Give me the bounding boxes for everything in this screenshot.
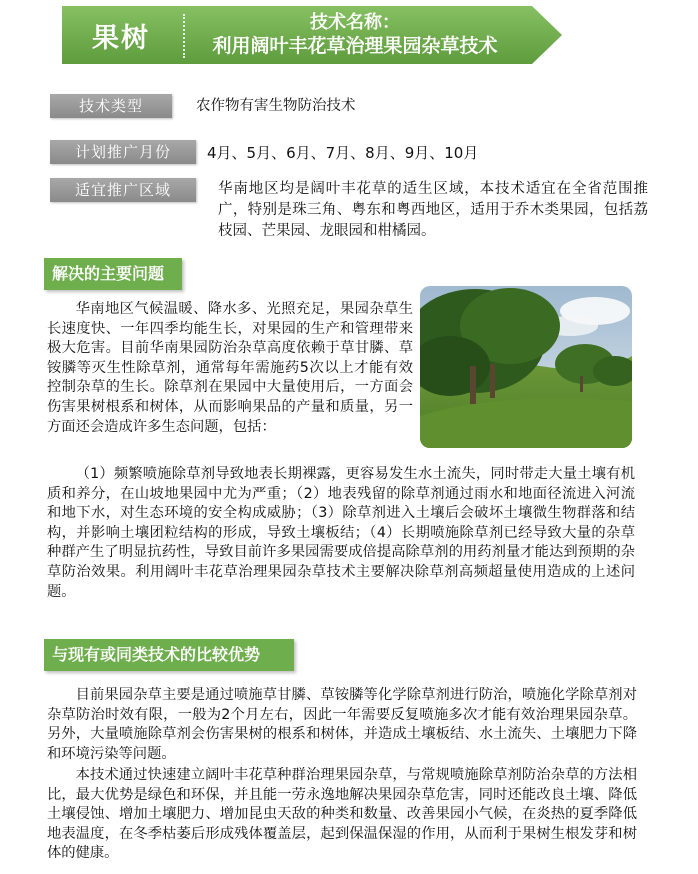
section-main-problems-heading: 解决的主要问题 — [44, 258, 182, 290]
section-advantages-heading: 与现有或同类技术的比较优势 — [44, 639, 294, 671]
category-label: 果树 — [92, 22, 150, 54]
region-label: 适宜推广区域 — [50, 178, 196, 202]
tech-title — [190, 12, 520, 58]
tech-title-line2: 利用阔叶丰花草治理果园杂草技术 — [212, 35, 498, 57]
banner-divider — [183, 14, 185, 58]
months-value: 4月、5月、6月、7月、8月、9月、10月 — [207, 144, 479, 162]
months-label: 计划推广月份 — [50, 140, 196, 164]
tech-title-line1: 技术名称： — [310, 12, 400, 33]
orchard-image — [420, 286, 632, 448]
header-banner — [62, 6, 562, 64]
region-value: 华南地区均是阔叶丰花草的适生区域，本技术适宜在全省范围推广，特别是珠三角、粤东和粤西地区，适用于乔木类果园，包括荔枝园、芒果园、龙眼园和柑橘园。 — [218, 181, 648, 239]
section1-paragraph-2: （1）频繁喷施除草剂导致地表长期裸露，更容易发生水土流失，同时带走大量土壤有机质和养分，在山坡地果园中尤为严重；（2）地表残留的除草剂通过雨水和地面径流进入河流和地下水，对生态环境的安全构成威胁；（3）除草剂进入土壤后会破坏土壤微生物群落和结构，并影响土壤团粒结构的形成，导致土壤板结；（4）长期喷施除草剂已经导致大量的杂草种群产生了明显抗药性，导致目前许多果园需要成倍提高除草剂的用药剂量才能达到预期的杂草防治效果。利用阔叶丰花草治理果园杂草技术主要解决除草剂高频超量使用造成的上述问题。 — [47, 466, 635, 600]
tech-type-label: 技术类型 — [50, 94, 172, 118]
section1-paragraph-1: 华南地区气候温暖、降水多、光照充足，果园杂草生长速度快、一年四季均能生长，对果园的生产和管理带来极大危害。目前华南果园防治杂草高度依赖于草甘膦、草铵膦等灭生性除草剂，通常每年需施药5次以上才能有效控制杂草的生长。除草剂在果园中大量使用后，一方面会伤害果树根系和树体，从而影响果品的产量和质量，另一方面还会造成许多生态问题，包括： — [47, 301, 413, 435]
section2-paragraph-1: 目前果园杂草主要是通过喷施草甘膦、草铵膦等化学除草剂进行防治，喷施化学除草剂对杂草防治时效有限，一般为2个月左右，因此一年需要反复喷施多次才能有效治理果园杂草。另外，大量喷施除草剂会伤害果树的根系和树体，并造成土壤板结、水土流失、土壤肥力下降和环境污染等问题。 — [47, 687, 637, 762]
tech-type-value: 农作物有害生物防治技术 — [196, 98, 356, 114]
section2-paragraph-2: 本技术通过快速建立阔叶丰花草种群治理果园杂草，与常规喷施除草剂防治杂草的方法相比，最大优势是绿色和环保，并且能一劳永逸地解决果园杂草危害，同时还能改良土壤、降低土壤侵蚀、增加土壤肥力、增加昆虫天敌的种类和数量、改善果园小气候，在炎热的夏季降低地表温度，在冬季枯萎后形成残体覆盖层，起到保温保湿的作用，从而利于果树生根发芽和树体的健康。 — [47, 767, 637, 862]
orchard-photo — [420, 286, 632, 448]
